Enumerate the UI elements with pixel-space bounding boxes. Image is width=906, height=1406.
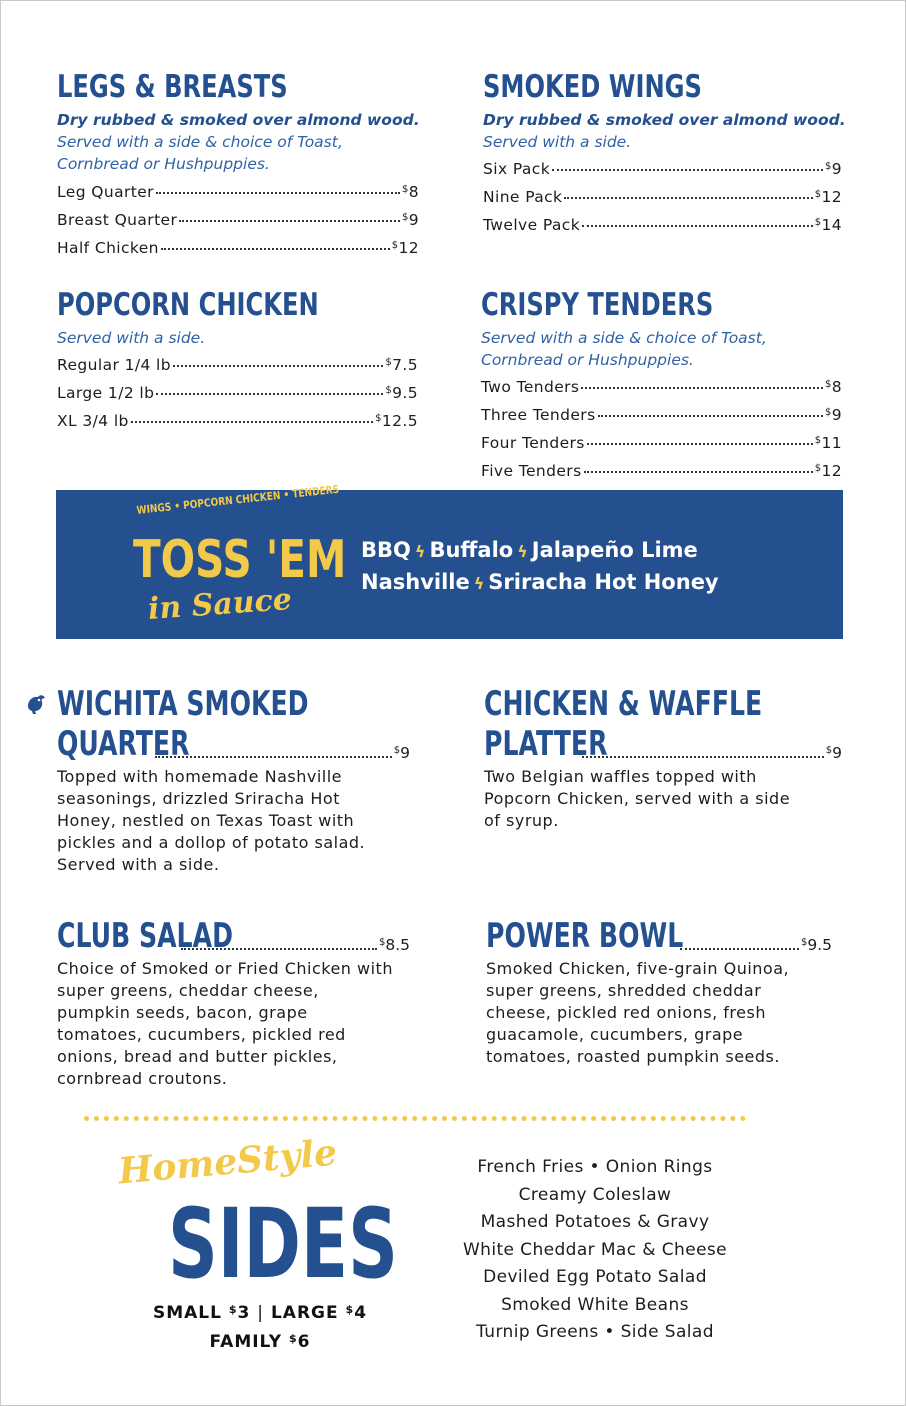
feature-price: $9 bbox=[393, 744, 410, 762]
sauce-banner bbox=[56, 482, 843, 639]
section-wichita-smoked-quarter bbox=[57, 684, 410, 876]
feature-title-line2: QUARTER bbox=[57, 724, 190, 764]
section-title: POPCORN CHICKEN bbox=[57, 287, 319, 323]
menu-item: Four Tenders $11 bbox=[481, 434, 842, 452]
item-list bbox=[483, 154, 842, 238]
menu-item: Half Chicken $12 bbox=[57, 239, 419, 257]
sauce-name: Jalapeño Lime bbox=[531, 538, 698, 562]
menu-item: Five Tenders $12 bbox=[481, 462, 842, 480]
feature-title-line1: WICHITA SMOKED bbox=[57, 684, 309, 724]
section-title: LEGS & BREASTS bbox=[57, 69, 288, 105]
side-item: Smoked White Beans bbox=[501, 1294, 689, 1315]
section-desc: Served with a side & choice of Toast, Cornbread or Hushpuppies. bbox=[481, 329, 767, 369]
item-list bbox=[57, 177, 419, 261]
dotted-divider bbox=[84, 1116, 746, 1122]
feature-title-line2: PLATTER bbox=[484, 724, 608, 764]
feature-title-line1: CHICKEN & WAFFLE bbox=[484, 684, 763, 724]
sides-title: SIDES bbox=[168, 1188, 398, 1300]
side-item: French Fries • Onion Rings bbox=[477, 1157, 713, 1177]
sides-list bbox=[440, 1154, 750, 1347]
feature-price: $8.5 bbox=[378, 936, 410, 954]
banner-tagline: WINGS • POPCORN CHICKEN • TENDERS bbox=[136, 482, 340, 517]
sauce-name: Nashville bbox=[361, 570, 470, 594]
section-desc: Served with a side & choice of Toast, Cornbread or Hushpuppies. bbox=[57, 133, 343, 173]
section-desc-bold: Dry rubbed & smoked over almond wood. bbox=[483, 111, 846, 129]
sides-size-line: SMALL $3 | LARGE $4 bbox=[152, 1303, 368, 1323]
menu-item: XL 3/4 lb $12.5 bbox=[57, 412, 418, 430]
menu-item: Regular 1/4 lb $7.5 bbox=[57, 356, 418, 374]
menu-item: Three Tenders $9 bbox=[481, 406, 842, 424]
feature-title-row bbox=[486, 916, 832, 956]
banner-subtitle: in Sauce bbox=[146, 582, 293, 627]
menu-item: Two Tenders $8 bbox=[481, 378, 842, 396]
feature-title-row bbox=[484, 724, 842, 764]
menu-item: Breast Quarter $9 bbox=[57, 211, 419, 229]
feature-title-row bbox=[57, 724, 410, 764]
feature-title-row bbox=[57, 916, 410, 956]
side-item: Deviled Egg Potato Salad bbox=[483, 1267, 707, 1287]
menu-item: Nine Pack $12 bbox=[483, 188, 842, 206]
feature-description: Topped with homemade Nashville seasonings, drizzled Sriracha Hot Honey, nestled on Texas Toast with pickles and a dollop of potato salad. Served with a side. bbox=[57, 767, 366, 874]
feature-description: Choice of Smoked or Fried Chicken with super greens, cheddar cheese, pumpkin seeds, bacon, grape tomatoes, cucumbers, pickled red onions, bread and butter pickles, cornbread croutons. bbox=[57, 959, 393, 1088]
sides-script-title: HomeStyle bbox=[116, 1131, 339, 1193]
section-desc: Served with a side. bbox=[483, 133, 632, 151]
section-chicken-waffle bbox=[484, 684, 842, 832]
lightning-bolt-icon: ϟ bbox=[414, 542, 426, 561]
lightning-bolt-icon: ϟ bbox=[473, 574, 485, 593]
section-power-bowl bbox=[486, 916, 832, 1068]
menu-item: Leg Quarter $8 bbox=[57, 183, 419, 201]
side-item: Mashed Potatoes & Gravy bbox=[480, 1212, 710, 1232]
side-item: Turnip Greens • Side Salad bbox=[476, 1322, 714, 1342]
rooster-icon bbox=[24, 692, 48, 716]
menu-item: Six Pack $9 bbox=[483, 160, 842, 178]
section-smoked-wings bbox=[483, 69, 846, 238]
sauce-name: Buffalo bbox=[429, 538, 514, 562]
item-list bbox=[481, 372, 842, 484]
feature-title: CLUB SALAD bbox=[57, 916, 233, 956]
section-popcorn-chicken bbox=[57, 287, 418, 434]
section-title: SMOKED WINGS bbox=[483, 69, 702, 105]
menu-item: Large 1/2 lb $9.5 bbox=[57, 384, 418, 402]
sauce-line bbox=[361, 567, 719, 599]
sauce-name: Sriracha Hot Honey bbox=[488, 570, 719, 594]
side-item: Creamy Coleslaw bbox=[518, 1184, 672, 1205]
feature-description: Two Belgian waffles topped with Popcorn Chicken, served with a side of syrup. bbox=[484, 767, 791, 830]
side-item: White Cheddar Mac & Cheese bbox=[462, 1239, 728, 1260]
feature-price: $9.5 bbox=[800, 936, 832, 954]
sides-sizes bbox=[100, 1297, 420, 1355]
lightning-bolt-icon: ϟ bbox=[517, 542, 528, 561]
sauce-line bbox=[361, 535, 719, 567]
section-desc-bold: Dry rubbed & smoked over almond wood. bbox=[57, 111, 420, 129]
section-club-salad bbox=[57, 916, 410, 1090]
feature-description: Smoked Chicken, five-grain Quinoa, super greens, shredded cheddar cheese, pickled red onions, fresh guacamole, cucumbers, grape tomatoes, roasted pumpkin seeds. bbox=[486, 959, 790, 1066]
banner-title: TOSS 'EM bbox=[133, 530, 347, 590]
item-list bbox=[57, 350, 418, 434]
section-title: CRISPY TENDERS bbox=[481, 287, 714, 323]
sauce-name: BBQ bbox=[361, 538, 411, 562]
section-legs-breasts bbox=[57, 69, 420, 261]
menu-item: Twelve Pack $14 bbox=[483, 216, 842, 234]
feature-title: POWER BOWL bbox=[486, 916, 684, 956]
section-desc: Served with a side. bbox=[57, 329, 206, 347]
section-crispy-tenders bbox=[481, 287, 842, 484]
sides-size-line: FAMILY $6 bbox=[209, 1332, 311, 1352]
sauce-list bbox=[361, 535, 719, 599]
feature-price: $9 bbox=[825, 744, 842, 762]
